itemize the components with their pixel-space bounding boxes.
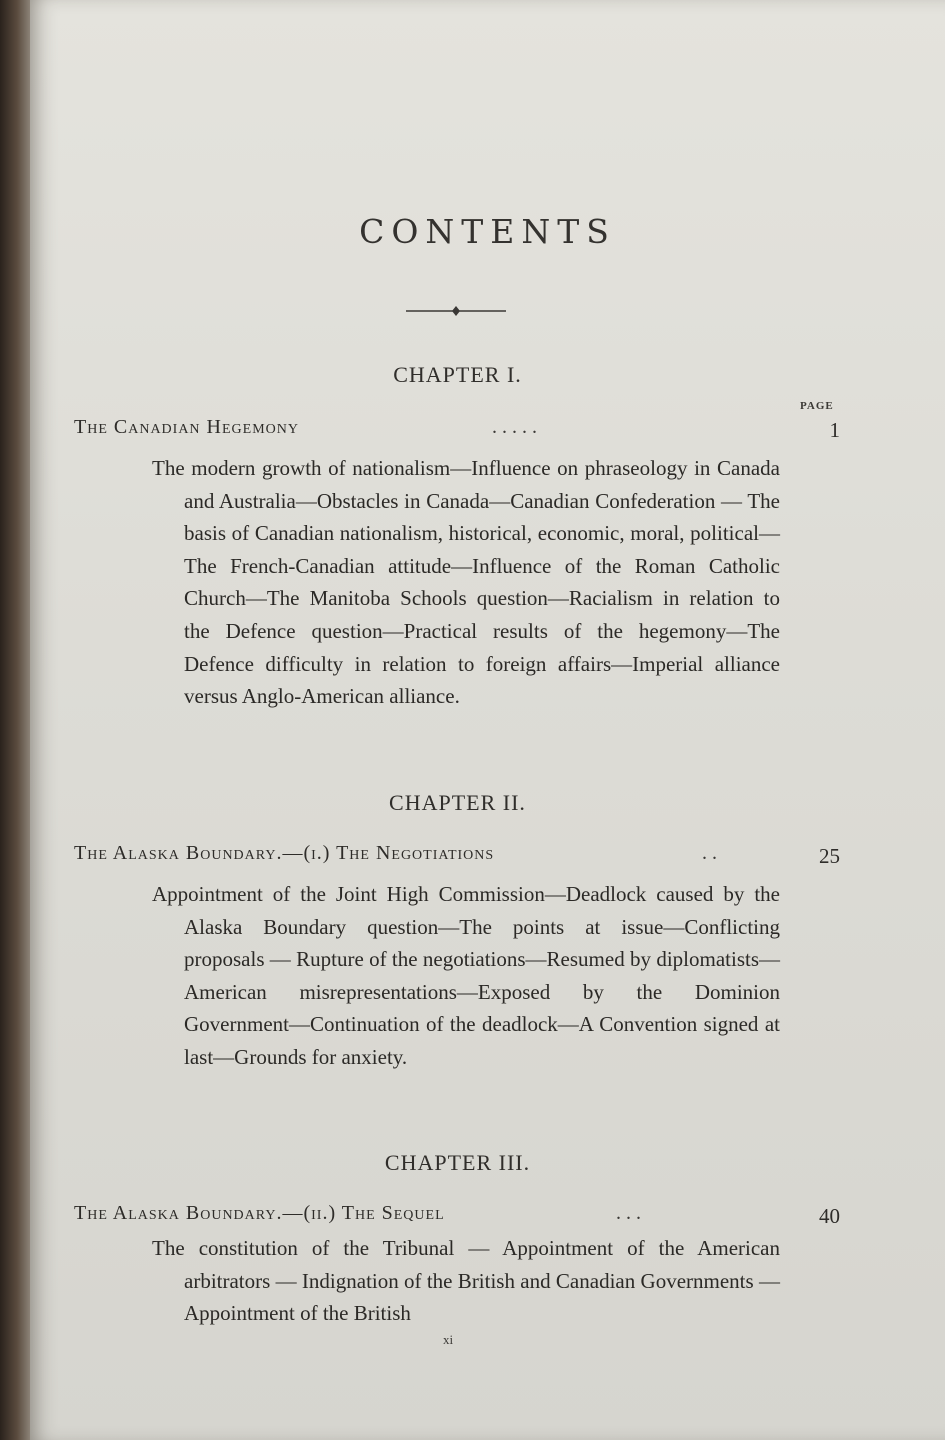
dot-leaders: . . xyxy=(702,842,717,864)
page-column-label: PAGE xyxy=(800,400,834,412)
chapter-synopsis: The modern growth of nationalism—Influence on phraseology in Canada and Australia—Obstacles in Canada—Canadian Confederation — The basis of Canadian nationalism, historical, economic, moral, political—The French-Canadian attitude—Influence of the Roman Catholic Church—The Manitoba Schools question—Racialism in relation to the Defence question—Practical results of the hegemony—The Defence difficulty in relation to foreign affairs—Imperial alliance versus Anglo-American alliance. xyxy=(152,456,780,709)
chapter-title: The Alaska Boundary.—(ii.) The Sequel xyxy=(74,1202,445,1224)
chapter-heading: CHAPTER II. xyxy=(389,790,526,815)
book-page xyxy=(30,0,945,1440)
chapter-synopsis: Appointment of the Joint High Commission—Deadlock caused by the Alaska Boundary question—The points at issue—Conflicting proposals — Rupture of the negotiations—Resumed by diplomatists—American misrepresentations—Exposed by the Dominion Government—Continuation of the deadlock—A Convention signed at last—Grounds for anxiety. xyxy=(152,882,780,1069)
folio-page-number: xi xyxy=(443,1332,454,1347)
chapter-synopsis: The constitution of the Tribunal — Appointment of the American arbitrators — Indignation of the British and Canadian Governments — Appointment of the British xyxy=(152,1236,780,1326)
dot-leaders: . . . xyxy=(616,1202,641,1224)
page-number: 25 xyxy=(819,844,840,868)
chapter-title: The Alaska Boundary.—(i.) The Negotiations xyxy=(74,842,495,864)
dot-leaders: . . . . . xyxy=(492,416,537,438)
page-number: 1 xyxy=(829,418,840,442)
chapter-title: The Canadian Hegemony xyxy=(74,416,299,438)
chapter-heading: CHAPTER I. xyxy=(393,362,522,387)
page-title: CONTENTS xyxy=(359,212,616,251)
chapter-heading: CHAPTER III. xyxy=(384,1150,531,1175)
ornament-rule-icon xyxy=(406,303,506,319)
page-number: 40 xyxy=(819,1204,840,1228)
